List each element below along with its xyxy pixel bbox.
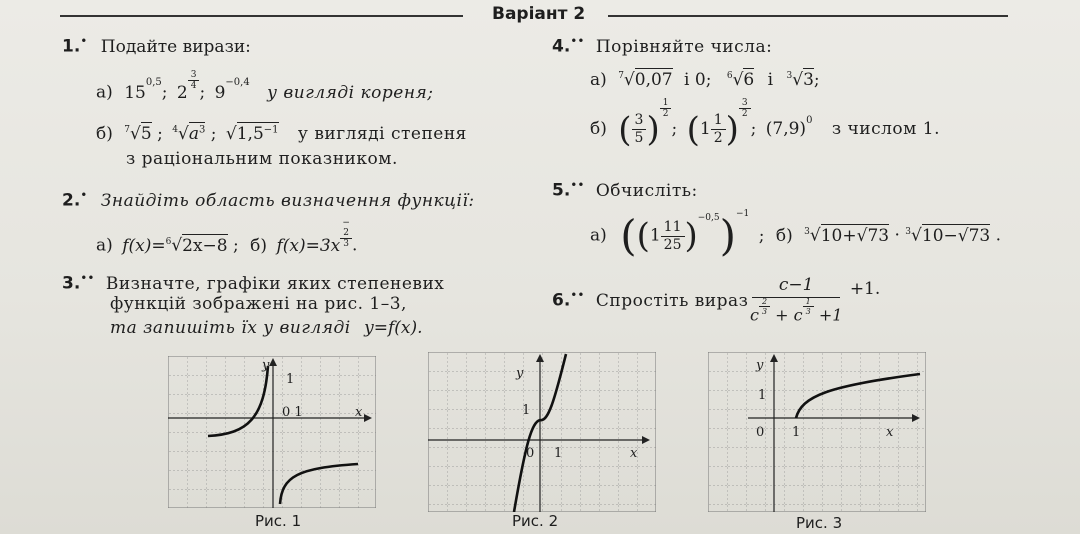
fig1-zero-one-label: 0 1 [282, 405, 303, 420]
task2-prompt: 2.• Знайдіть область визначення функції: [62, 188, 475, 211]
fig2-one-x-label: 1 [554, 446, 563, 461]
fig2-x-label: x [630, 446, 638, 461]
fig1-y-label: y [262, 358, 270, 373]
task1-part-b: б) $^7$√5 ; $^4√a^3$ ; $√1,5^{-1}$ у вигляді степеня [96, 124, 467, 144]
task5-prompt: 5.•• Обчисліть: [552, 178, 698, 201]
fig3-caption: Рис. 3 [796, 514, 843, 532]
task4-part-b: б) ( $\frac{3}{5}$ ) $^{\frac{1}{2}}$ ; (1 $\frac{1}{2}$ ) $^{\frac{3}{2}}$ ; $(7,9)^0$ з числом 1. [590, 98, 941, 150]
task2-parts: а) f(x)=$^6$√2x−8 ; б) $f(x)=3x^{- 2 3}$ . [96, 218, 358, 256]
variant-title: Варіант 2 [492, 4, 586, 24]
task3-line1: 3.•• Визначте, графіки яких степеневих [62, 271, 445, 294]
task4-prompt: 4.•• Порівняйте числа: [552, 34, 773, 57]
header-rule-left [60, 15, 463, 17]
task4-part-a: а) $^7$√0,07 і 0; $^6$√6 і $^3$√3; [590, 70, 820, 90]
fig2-caption: Рис. 2 [512, 512, 559, 530]
task5-parts: а) ((1 $\frac{11}{25}$ )$^{-0,5}$)$^{-1}$ ; б) $^3$√10+√73 · $^3$√10−√73 . [590, 208, 1002, 260]
figure-2-graph [428, 352, 656, 512]
fig2-one-y-label: 1 [522, 403, 531, 418]
task6-prompt: 6.•• Спростіть вираз [552, 288, 749, 311]
task1-part-a: а) 15$^{0,5}$; 2 $^{\frac{3}{4}}$ ; $9^{-0,4}$ у вигляді кореня; [96, 70, 434, 103]
fig3-y-label: y [756, 358, 764, 373]
task1-prompt: 1.• Подайте вирази: [62, 34, 251, 57]
fig1-one-label: 1 [286, 372, 295, 387]
fig1-x-label: x [355, 405, 363, 420]
fig3-zero-label: 0 [756, 425, 765, 440]
fig2-y-label: y [516, 366, 524, 381]
task1-part-b-line2: з раціональним показником. [126, 149, 398, 169]
fig3-x-label: x [886, 425, 894, 440]
figure-1-graph [168, 356, 376, 508]
task6-fraction: c−1 c $^{\frac{2}{3}}$ + c $^{\frac{1}{3}}$ +1 +1. [750, 275, 881, 325]
task3-line3: та запишіть їх у вигляді y=f(x). [110, 318, 423, 338]
task3-line2: функцій зображені на рис. 1–3, [110, 294, 407, 314]
header-rule-right [608, 15, 1008, 17]
fig1-caption: Рис. 1 [255, 512, 302, 530]
fig3-one-x-label: 1 [792, 425, 801, 440]
fig2-zero-label: 0 [526, 446, 535, 461]
fig3-one-y-label: 1 [758, 388, 767, 403]
